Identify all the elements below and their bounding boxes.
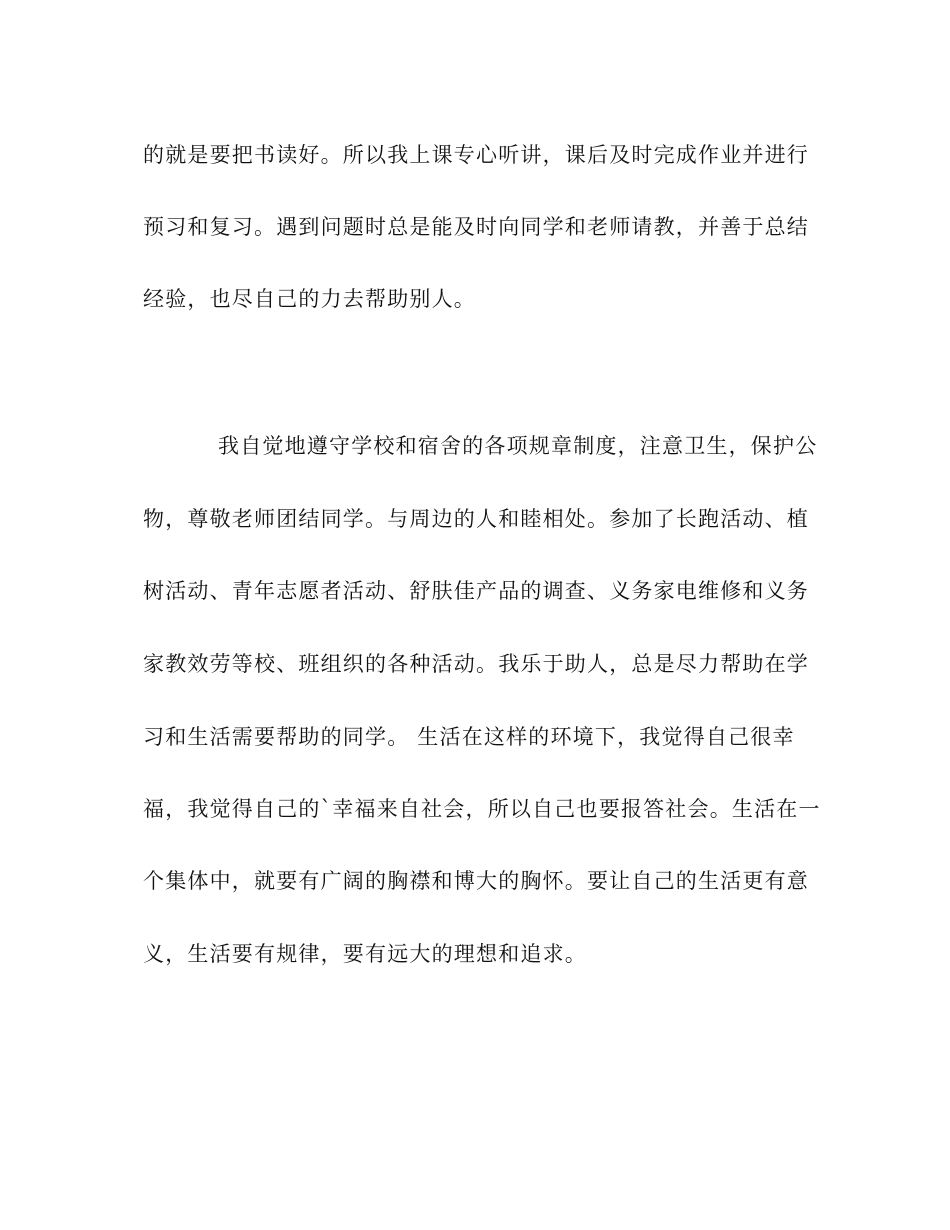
paragraph-line: 家教效劳等校、班组织的各种活动。我乐于助人，总是尽力帮助在学 bbox=[143, 652, 809, 676]
paragraph-line: 个集体中，就要有广阔的胸襟和博大的胸怀。要让自己的生活更有意 bbox=[143, 869, 809, 893]
paragraph-line: 的就是要把书读好。所以我上课专心听讲，课后及时完成作业并进行 bbox=[143, 143, 809, 167]
paragraph-line: 我自觉地遵守学校和宿舍的各项规章制度，注意卫生，保护公 bbox=[218, 434, 818, 458]
paragraph-line: 预习和复习。遇到问题时总是能及时向同学和老师请教，并善于总结 bbox=[143, 215, 809, 239]
paragraph-line: 福，我觉得自己的`幸福来自社会，所以自己也要报答社会。生活在一 bbox=[143, 797, 821, 821]
paragraph-line: 经验，也尽自己的力去帮助别人。 bbox=[143, 287, 476, 311]
paragraph-line: 义，生活要有规律，要有远大的理想和追求。 bbox=[143, 942, 587, 966]
paragraph-line: 物，尊敬老师团结同学。与周边的人和睦相处。参加了长跑活动、植 bbox=[143, 507, 809, 531]
paragraph-line: 习和生活需要帮助的同学。 生活在这样的环境下，我觉得自己很幸 bbox=[143, 725, 795, 749]
paragraph-line: 树活动、青年志愿者活动、舒肤佳产品的调查、义务家电维修和义务 bbox=[143, 579, 809, 603]
